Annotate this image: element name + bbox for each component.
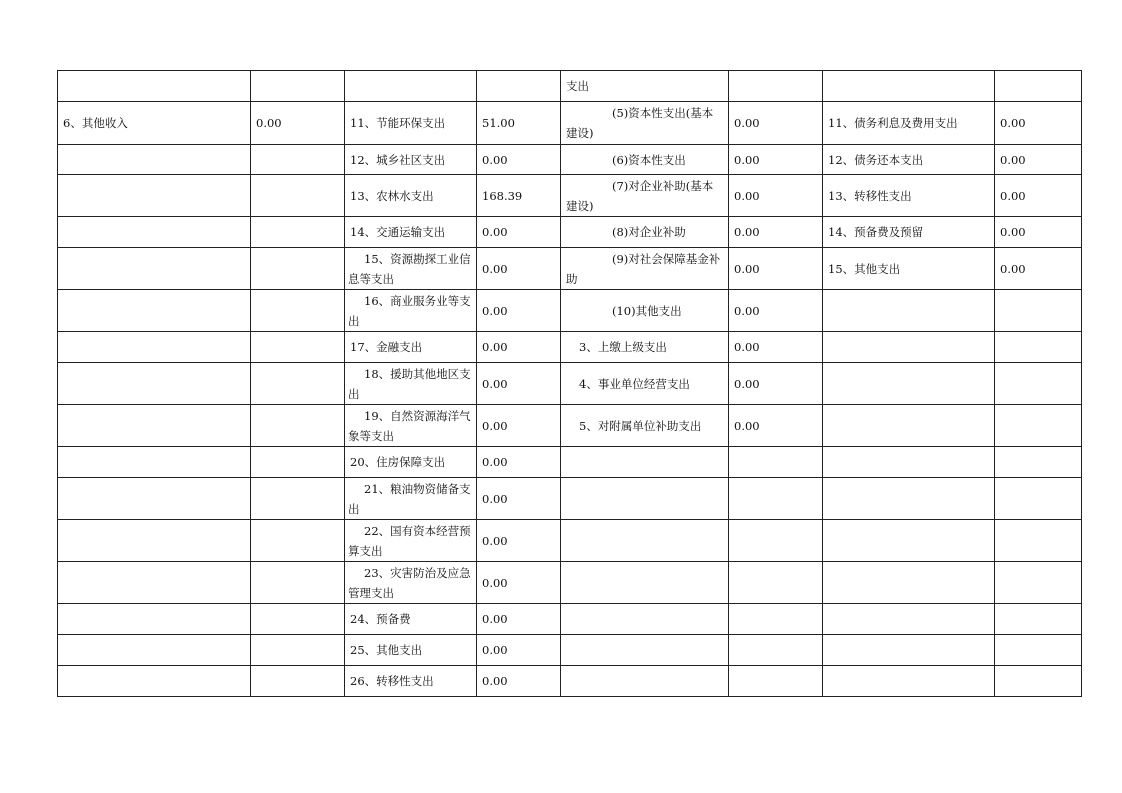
expense-item-cell (823, 635, 995, 666)
function-item-cell: 23、灾害防治及应急管理支出 (345, 562, 477, 604)
function-item-cell: 11、节能环保支出 (345, 102, 477, 145)
income-amount-cell (251, 405, 345, 447)
function-item-cell: 16、商业服务业等支出 (345, 290, 477, 332)
economic-amount-cell: 0.00 (729, 145, 823, 175)
expense-item-cell: 15、其他支出 (823, 248, 995, 290)
function-item-cell: 15、资源勘探工业信息等支出 (345, 248, 477, 290)
expense-amount-cell (995, 666, 1082, 697)
table-row (58, 248, 1082, 290)
income-amount-cell (251, 71, 345, 102)
economic-item-cell (561, 520, 729, 562)
economic-item-cell: (6)资本性支出 (561, 145, 729, 175)
expense-item-cell (823, 290, 995, 332)
function-item-cell: 22、国有资本经营预算支出 (345, 520, 477, 562)
economic-amount-cell (729, 604, 823, 635)
economic-amount-cell: 0.00 (729, 332, 823, 363)
economic-item-cell: (5)资本性支出(基本建设) (561, 102, 729, 145)
expense-amount-cell: 0.00 (995, 175, 1082, 217)
expense-item-cell: 13、转移性支出 (823, 175, 995, 217)
function-amount-cell: 0.00 (477, 666, 561, 697)
economic-amount-cell (729, 71, 823, 102)
expense-item-cell (823, 447, 995, 478)
expense-amount-cell (995, 447, 1082, 478)
economic-item-cell (561, 478, 729, 520)
income-item-cell (58, 217, 251, 248)
expense-item-cell: 12、债务还本支出 (823, 145, 995, 175)
expense-item-cell (823, 604, 995, 635)
economic-item-cell: (10)其他支出 (561, 290, 729, 332)
budget-table (57, 70, 1082, 697)
economic-amount-cell: 0.00 (729, 175, 823, 217)
table-row (58, 145, 1082, 175)
expense-item-cell (823, 332, 995, 363)
function-amount-cell (477, 71, 561, 102)
expense-item-cell (823, 666, 995, 697)
expense-amount-cell: 0.00 (995, 248, 1082, 290)
income-amount-cell (251, 520, 345, 562)
function-item-cell: 14、交通运输支出 (345, 217, 477, 248)
function-item-cell: 19、自然资源海洋气象等支出 (345, 405, 477, 447)
table-row (58, 666, 1082, 697)
function-amount-cell: 0.00 (477, 332, 561, 363)
income-item-cell (58, 635, 251, 666)
income-amount-cell (251, 447, 345, 478)
function-item-cell (345, 71, 477, 102)
income-item-cell (58, 290, 251, 332)
expense-item-cell (823, 405, 995, 447)
expense-amount-cell: 0.00 (995, 145, 1082, 175)
economic-item-cell (561, 562, 729, 604)
table-row (58, 405, 1082, 447)
economic-item-cell: (8)对企业补助 (561, 217, 729, 248)
economic-amount-cell (729, 562, 823, 604)
table-row (58, 447, 1082, 478)
expense-item-cell (823, 562, 995, 604)
expense-amount-cell (995, 405, 1082, 447)
income-amount-cell (251, 290, 345, 332)
economic-amount-cell: 0.00 (729, 102, 823, 145)
economic-amount-cell (729, 478, 823, 520)
economic-amount-cell (729, 635, 823, 666)
expense-amount-cell (995, 332, 1082, 363)
function-amount-cell: 0.00 (477, 520, 561, 562)
table-row (58, 217, 1082, 248)
income-item-cell (58, 71, 251, 102)
income-amount-cell (251, 175, 345, 217)
economic-amount-cell: 0.00 (729, 248, 823, 290)
expense-item-cell: 14、预备费及预留 (823, 217, 995, 248)
income-amount-cell (251, 478, 345, 520)
function-amount-cell: 0.00 (477, 217, 561, 248)
economic-amount-cell: 0.00 (729, 405, 823, 447)
expense-amount-cell (995, 520, 1082, 562)
income-amount-cell (251, 363, 345, 405)
income-item-cell (58, 175, 251, 217)
income-amount-cell (251, 604, 345, 635)
function-item-cell: 12、城乡社区支出 (345, 145, 477, 175)
function-amount-cell: 0.00 (477, 447, 561, 478)
economic-amount-cell (729, 447, 823, 478)
function-amount-cell: 0.00 (477, 248, 561, 290)
expense-item-cell (823, 520, 995, 562)
economic-item-cell (561, 635, 729, 666)
function-amount-cell: 0.00 (477, 290, 561, 332)
function-amount-cell: 51.00 (477, 102, 561, 145)
expense-amount-cell (995, 363, 1082, 405)
economic-amount-cell: 0.00 (729, 363, 823, 405)
economic-item-cell: 3、上缴上级支出 (561, 332, 729, 363)
income-amount-cell (251, 666, 345, 697)
income-item-cell (58, 604, 251, 635)
function-amount-cell: 0.00 (477, 562, 561, 604)
function-amount-cell: 0.00 (477, 478, 561, 520)
expense-item-cell (823, 363, 995, 405)
table-row (58, 478, 1082, 520)
income-amount-cell (251, 562, 345, 604)
function-item-cell: 18、援助其他地区支出 (345, 363, 477, 405)
table-row (58, 332, 1082, 363)
table-row (58, 562, 1082, 604)
expense-amount-cell (995, 290, 1082, 332)
function-item-cell: 26、转移性支出 (345, 666, 477, 697)
income-item-cell (58, 405, 251, 447)
economic-item-cell (561, 666, 729, 697)
table-row (58, 635, 1082, 666)
income-item-cell: 6、其他收入 (58, 102, 251, 145)
income-amount-cell (251, 217, 345, 248)
expense-amount-cell (995, 635, 1082, 666)
income-item-cell (58, 666, 251, 697)
expense-amount-cell (995, 604, 1082, 635)
function-item-cell: 17、金融支出 (345, 332, 477, 363)
income-item-cell (58, 363, 251, 405)
income-item-cell (58, 478, 251, 520)
income-item-cell (58, 145, 251, 175)
income-item-cell (58, 520, 251, 562)
expense-item-cell: 11、债务利息及费用支出 (823, 102, 995, 145)
economic-item-cell: 5、对附属单位补助支出 (561, 405, 729, 447)
economic-amount-cell (729, 520, 823, 562)
income-item-cell (58, 447, 251, 478)
income-amount-cell: 0.00 (251, 102, 345, 145)
income-amount-cell (251, 248, 345, 290)
income-amount-cell (251, 332, 345, 363)
income-item-cell (58, 332, 251, 363)
expense-item-cell (823, 478, 995, 520)
function-amount-cell: 0.00 (477, 363, 561, 405)
economic-amount-cell: 0.00 (729, 290, 823, 332)
function-amount-cell: 168.39 (477, 175, 561, 217)
table-row (58, 604, 1082, 635)
economic-item-cell: (9)对社会保障基金补助 (561, 248, 729, 290)
income-item-cell (58, 562, 251, 604)
table-row (58, 520, 1082, 562)
economic-item-cell: 支出 (561, 71, 729, 102)
expense-amount-cell: 0.00 (995, 102, 1082, 145)
table-row (58, 71, 1082, 102)
table-row (58, 175, 1082, 217)
function-amount-cell: 0.00 (477, 604, 561, 635)
function-item-cell: 25、其他支出 (345, 635, 477, 666)
expense-amount-cell: 0.00 (995, 217, 1082, 248)
economic-amount-cell (729, 666, 823, 697)
function-item-cell: 20、住房保障支出 (345, 447, 477, 478)
economic-item-cell (561, 447, 729, 478)
expense-item-cell (823, 71, 995, 102)
income-item-cell (58, 248, 251, 290)
function-amount-cell: 0.00 (477, 405, 561, 447)
expense-amount-cell (995, 478, 1082, 520)
economic-item-cell: 4、事业单位经营支出 (561, 363, 729, 405)
function-item-cell: 21、粮油物资储备支出 (345, 478, 477, 520)
table-row (58, 102, 1082, 145)
income-amount-cell (251, 635, 345, 666)
function-item-cell: 24、预备费 (345, 604, 477, 635)
function-item-cell: 13、农林水支出 (345, 175, 477, 217)
table-row (58, 290, 1082, 332)
expense-amount-cell (995, 71, 1082, 102)
economic-item-cell: (7)对企业补助(基本建设) (561, 175, 729, 217)
table-row (58, 363, 1082, 405)
economic-amount-cell: 0.00 (729, 217, 823, 248)
income-amount-cell (251, 145, 345, 175)
function-amount-cell: 0.00 (477, 145, 561, 175)
function-amount-cell: 0.00 (477, 635, 561, 666)
economic-item-cell (561, 604, 729, 635)
expense-amount-cell (995, 562, 1082, 604)
